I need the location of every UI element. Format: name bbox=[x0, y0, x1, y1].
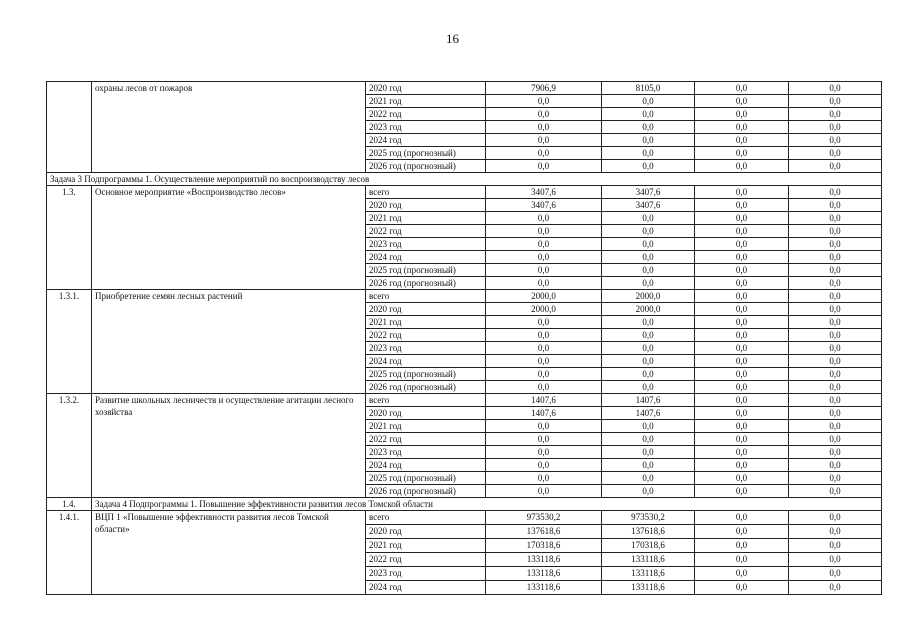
value-cell: 7906,9 bbox=[486, 82, 602, 95]
value-cell: 170318,6 bbox=[486, 539, 602, 553]
item-name: Развитие школьных лесничеств и осуществление агитации лесного хозяйства bbox=[92, 394, 366, 498]
value-cell: 0,0 bbox=[695, 82, 789, 95]
period-cell: 2021 год bbox=[366, 316, 486, 329]
value-cell: 0,0 bbox=[695, 95, 789, 108]
value-cell: 0,0 bbox=[602, 329, 695, 342]
period-cell: 2024 год bbox=[366, 134, 486, 147]
value-cell: 0,0 bbox=[695, 525, 789, 539]
value-cell: 0,0 bbox=[789, 329, 882, 342]
section-code: 1.4. bbox=[47, 498, 92, 511]
value-cell: 1407,6 bbox=[602, 407, 695, 420]
value-cell: 2000,0 bbox=[486, 303, 602, 316]
section-row bbox=[47, 173, 882, 186]
value-cell: 2000,0 bbox=[602, 303, 695, 316]
section-row bbox=[47, 498, 882, 511]
value-cell: 973530,2 bbox=[602, 511, 695, 525]
value-cell: 973530,2 bbox=[486, 511, 602, 525]
value-cell: 3407,6 bbox=[486, 199, 602, 212]
value-cell: 0,0 bbox=[486, 459, 602, 472]
value-cell: 137618,6 bbox=[486, 525, 602, 539]
value-cell: 0,0 bbox=[695, 433, 789, 446]
value-cell: 0,0 bbox=[486, 355, 602, 368]
value-cell: 133118,6 bbox=[486, 553, 602, 567]
value-cell: 0,0 bbox=[789, 264, 882, 277]
value-cell: 0,0 bbox=[486, 342, 602, 355]
period-cell: 2022 год bbox=[366, 225, 486, 238]
value-cell: 0,0 bbox=[695, 355, 789, 368]
value-cell: 0,0 bbox=[695, 147, 789, 160]
value-cell: 0,0 bbox=[695, 212, 789, 225]
period-cell: 2025 год (прогнозный) bbox=[366, 368, 486, 381]
value-cell: 0,0 bbox=[789, 525, 882, 539]
value-cell: 0,0 bbox=[789, 290, 882, 303]
period-cell: 2021 год bbox=[366, 212, 486, 225]
value-cell: 0,0 bbox=[602, 160, 695, 173]
value-cell: 0,0 bbox=[695, 567, 789, 581]
period-cell: 2021 год bbox=[366, 420, 486, 433]
value-cell: 0,0 bbox=[486, 446, 602, 459]
period-cell: 2023 год bbox=[366, 567, 486, 581]
value-cell: 0,0 bbox=[695, 407, 789, 420]
value-cell: 0,0 bbox=[789, 581, 882, 595]
value-cell: 8105,0 bbox=[602, 82, 695, 95]
table-row bbox=[47, 186, 882, 199]
value-cell: 3407,6 bbox=[602, 186, 695, 199]
period-cell: 2020 год bbox=[366, 525, 486, 539]
period-cell: 2022 год bbox=[366, 329, 486, 342]
value-cell: 0,0 bbox=[789, 212, 882, 225]
value-cell: 0,0 bbox=[486, 225, 602, 238]
value-cell: 0,0 bbox=[789, 368, 882, 381]
value-cell: 0,0 bbox=[789, 316, 882, 329]
value-cell: 0,0 bbox=[486, 212, 602, 225]
value-cell: 0,0 bbox=[789, 472, 882, 485]
value-cell: 0,0 bbox=[695, 446, 789, 459]
value-cell: 0,0 bbox=[486, 433, 602, 446]
period-cell: 2021 год bbox=[366, 539, 486, 553]
value-cell: 0,0 bbox=[789, 147, 882, 160]
value-cell: 0,0 bbox=[486, 238, 602, 251]
period-cell: 2024 год bbox=[366, 251, 486, 264]
value-cell: 0,0 bbox=[789, 199, 882, 212]
period-cell: всего bbox=[366, 290, 486, 303]
table-row bbox=[47, 82, 882, 95]
value-cell: 0,0 bbox=[602, 368, 695, 381]
value-cell: 0,0 bbox=[602, 446, 695, 459]
period-cell: 2025 год (прогнозный) bbox=[366, 264, 486, 277]
value-cell: 3407,6 bbox=[486, 186, 602, 199]
value-cell: 1407,6 bbox=[486, 394, 602, 407]
value-cell: 0,0 bbox=[789, 121, 882, 134]
period-cell: 2025 год (прогнозный) bbox=[366, 472, 486, 485]
item-name: ВЦП 1 «Повышение эффективности развития лесов Томской области» bbox=[92, 511, 366, 595]
item-code: 1.3. bbox=[47, 186, 92, 290]
value-cell: 0,0 bbox=[789, 511, 882, 525]
period-cell: 2020 год bbox=[366, 199, 486, 212]
value-cell: 0,0 bbox=[602, 433, 695, 446]
period-cell: 2020 год bbox=[366, 407, 486, 420]
value-cell: 0,0 bbox=[602, 121, 695, 134]
value-cell: 0,0 bbox=[789, 485, 882, 498]
value-cell: 0,0 bbox=[695, 511, 789, 525]
value-cell: 0,0 bbox=[695, 459, 789, 472]
period-cell: 2023 год bbox=[366, 342, 486, 355]
value-cell: 0,0 bbox=[486, 368, 602, 381]
value-cell: 0,0 bbox=[486, 316, 602, 329]
value-cell: 0,0 bbox=[789, 342, 882, 355]
value-cell: 133118,6 bbox=[602, 567, 695, 581]
period-cell: 2022 год bbox=[366, 553, 486, 567]
value-cell: 170318,6 bbox=[602, 539, 695, 553]
value-cell: 0,0 bbox=[695, 134, 789, 147]
value-cell: 0,0 bbox=[602, 108, 695, 121]
item-name: Основное мероприятие «Воспроизводство лесов» bbox=[92, 186, 366, 290]
value-cell: 0,0 bbox=[695, 277, 789, 290]
value-cell: 0,0 bbox=[486, 381, 602, 394]
value-cell: 0,0 bbox=[789, 134, 882, 147]
value-cell: 0,0 bbox=[695, 303, 789, 316]
value-cell: 133118,6 bbox=[486, 567, 602, 581]
value-cell: 0,0 bbox=[695, 381, 789, 394]
value-cell: 0,0 bbox=[602, 251, 695, 264]
value-cell: 137618,6 bbox=[602, 525, 695, 539]
value-cell: 0,0 bbox=[789, 459, 882, 472]
value-cell: 0,0 bbox=[486, 121, 602, 134]
period-cell: 2023 год bbox=[366, 238, 486, 251]
value-cell: 0,0 bbox=[789, 407, 882, 420]
value-cell: 0,0 bbox=[789, 433, 882, 446]
period-cell: 2020 год bbox=[366, 303, 486, 316]
table-row bbox=[47, 290, 882, 303]
value-cell: 0,0 bbox=[789, 108, 882, 121]
value-cell: 0,0 bbox=[789, 420, 882, 433]
value-cell: 0,0 bbox=[789, 567, 882, 581]
value-cell: 0,0 bbox=[789, 355, 882, 368]
value-cell: 0,0 bbox=[602, 212, 695, 225]
value-cell: 0,0 bbox=[789, 539, 882, 553]
value-cell: 0,0 bbox=[695, 199, 789, 212]
value-cell: 133118,6 bbox=[486, 581, 602, 595]
page-number: 16 bbox=[446, 31, 459, 46]
value-cell: 0,0 bbox=[695, 316, 789, 329]
value-cell: 0,0 bbox=[486, 134, 602, 147]
value-cell: 0,0 bbox=[486, 264, 602, 277]
value-cell: 0,0 bbox=[602, 277, 695, 290]
value-cell: 1407,6 bbox=[602, 394, 695, 407]
value-cell: 0,0 bbox=[602, 342, 695, 355]
value-cell: 3407,6 bbox=[602, 199, 695, 212]
item-name: Приобретение семян лесных растений bbox=[92, 290, 366, 394]
value-cell: 0,0 bbox=[602, 238, 695, 251]
table-row bbox=[47, 394, 882, 407]
period-cell: 2023 год bbox=[366, 121, 486, 134]
item-code: 1.3.1. bbox=[47, 290, 92, 394]
value-cell: 0,0 bbox=[695, 539, 789, 553]
value-cell: 0,0 bbox=[602, 264, 695, 277]
period-cell: 2020 год bbox=[366, 82, 486, 95]
value-cell: 0,0 bbox=[695, 368, 789, 381]
value-cell: 0,0 bbox=[695, 238, 789, 251]
period-cell: 2024 год bbox=[366, 459, 486, 472]
item-code: 1.3.2. bbox=[47, 394, 92, 498]
value-cell: 0,0 bbox=[602, 420, 695, 433]
section-title: Задача 3 Подпрограммы 1. Осуществление мероприятий по воспроизводству лесов bbox=[47, 173, 882, 186]
table-row bbox=[47, 511, 882, 525]
value-cell: 0,0 bbox=[695, 581, 789, 595]
value-cell: 0,0 bbox=[789, 277, 882, 290]
value-cell: 0,0 bbox=[789, 238, 882, 251]
value-cell: 0,0 bbox=[695, 485, 789, 498]
value-cell: 0,0 bbox=[695, 394, 789, 407]
value-cell: 0,0 bbox=[486, 147, 602, 160]
value-cell: 0,0 bbox=[602, 225, 695, 238]
period-cell: 2024 год bbox=[366, 581, 486, 595]
value-cell: 0,0 bbox=[789, 446, 882, 459]
period-cell: 2024 год bbox=[366, 355, 486, 368]
value-cell: 0,0 bbox=[695, 290, 789, 303]
value-cell: 0,0 bbox=[789, 95, 882, 108]
value-cell: 0,0 bbox=[695, 186, 789, 199]
value-cell: 0,0 bbox=[602, 485, 695, 498]
value-cell: 0,0 bbox=[486, 95, 602, 108]
value-cell: 0,0 bbox=[695, 553, 789, 567]
period-cell: 2026 год (прогнозный) bbox=[366, 277, 486, 290]
value-cell: 0,0 bbox=[486, 420, 602, 433]
value-cell: 0,0 bbox=[695, 225, 789, 238]
value-cell: 0,0 bbox=[486, 108, 602, 121]
item-code bbox=[47, 82, 92, 173]
value-cell: 0,0 bbox=[486, 160, 602, 173]
value-cell: 0,0 bbox=[789, 553, 882, 567]
period-cell: 2026 год (прогнозный) bbox=[366, 485, 486, 498]
value-cell: 0,0 bbox=[486, 472, 602, 485]
period-cell: 2026 год (прогнозный) bbox=[366, 381, 486, 394]
value-cell: 0,0 bbox=[789, 381, 882, 394]
value-cell: 0,0 bbox=[789, 225, 882, 238]
period-cell: всего bbox=[366, 511, 486, 525]
value-cell: 2000,0 bbox=[486, 290, 602, 303]
value-cell: 0,0 bbox=[695, 108, 789, 121]
item-code: 1.4.1. bbox=[47, 511, 92, 595]
section-title: Задача 4 Подпрограммы 1. Повышение эффективности развития лесов Томской области bbox=[92, 498, 882, 511]
value-cell: 0,0 bbox=[695, 121, 789, 134]
value-cell: 0,0 bbox=[789, 82, 882, 95]
value-cell: 0,0 bbox=[695, 160, 789, 173]
value-cell: 0,0 bbox=[602, 381, 695, 394]
table-body bbox=[47, 82, 882, 595]
value-cell: 0,0 bbox=[602, 472, 695, 485]
value-cell: 0,0 bbox=[789, 394, 882, 407]
value-cell: 0,0 bbox=[486, 277, 602, 290]
value-cell: 0,0 bbox=[602, 355, 695, 368]
period-cell: 2026 год (прогнозный) bbox=[366, 160, 486, 173]
item-name: охраны лесов от пожаров bbox=[92, 82, 366, 173]
value-cell: 0,0 bbox=[695, 420, 789, 433]
value-cell: 0,0 bbox=[486, 329, 602, 342]
value-cell: 0,0 bbox=[486, 485, 602, 498]
value-cell: 0,0 bbox=[602, 95, 695, 108]
period-cell: 2022 год bbox=[366, 433, 486, 446]
value-cell: 0,0 bbox=[486, 251, 602, 264]
value-cell: 0,0 bbox=[695, 264, 789, 277]
value-cell: 2000,0 bbox=[602, 290, 695, 303]
value-cell: 0,0 bbox=[602, 459, 695, 472]
value-cell: 1407,6 bbox=[486, 407, 602, 420]
value-cell: 0,0 bbox=[789, 160, 882, 173]
period-cell: 2021 год bbox=[366, 95, 486, 108]
value-cell: 0,0 bbox=[789, 186, 882, 199]
period-cell: 2022 год bbox=[366, 108, 486, 121]
value-cell: 0,0 bbox=[695, 342, 789, 355]
value-cell: 0,0 bbox=[789, 303, 882, 316]
value-cell: 0,0 bbox=[602, 316, 695, 329]
period-cell: всего bbox=[366, 186, 486, 199]
value-cell: 0,0 bbox=[602, 134, 695, 147]
period-cell: 2025 год (прогнозный) bbox=[366, 147, 486, 160]
value-cell: 0,0 bbox=[695, 472, 789, 485]
period-cell: 2023 год bbox=[366, 446, 486, 459]
funding-table bbox=[46, 81, 882, 595]
value-cell: 0,0 bbox=[789, 251, 882, 264]
value-cell: 0,0 bbox=[695, 329, 789, 342]
value-cell: 0,0 bbox=[695, 251, 789, 264]
period-cell: всего bbox=[366, 394, 486, 407]
value-cell: 133118,6 bbox=[602, 553, 695, 567]
value-cell: 0,0 bbox=[602, 147, 695, 160]
value-cell: 133118,6 bbox=[602, 581, 695, 595]
